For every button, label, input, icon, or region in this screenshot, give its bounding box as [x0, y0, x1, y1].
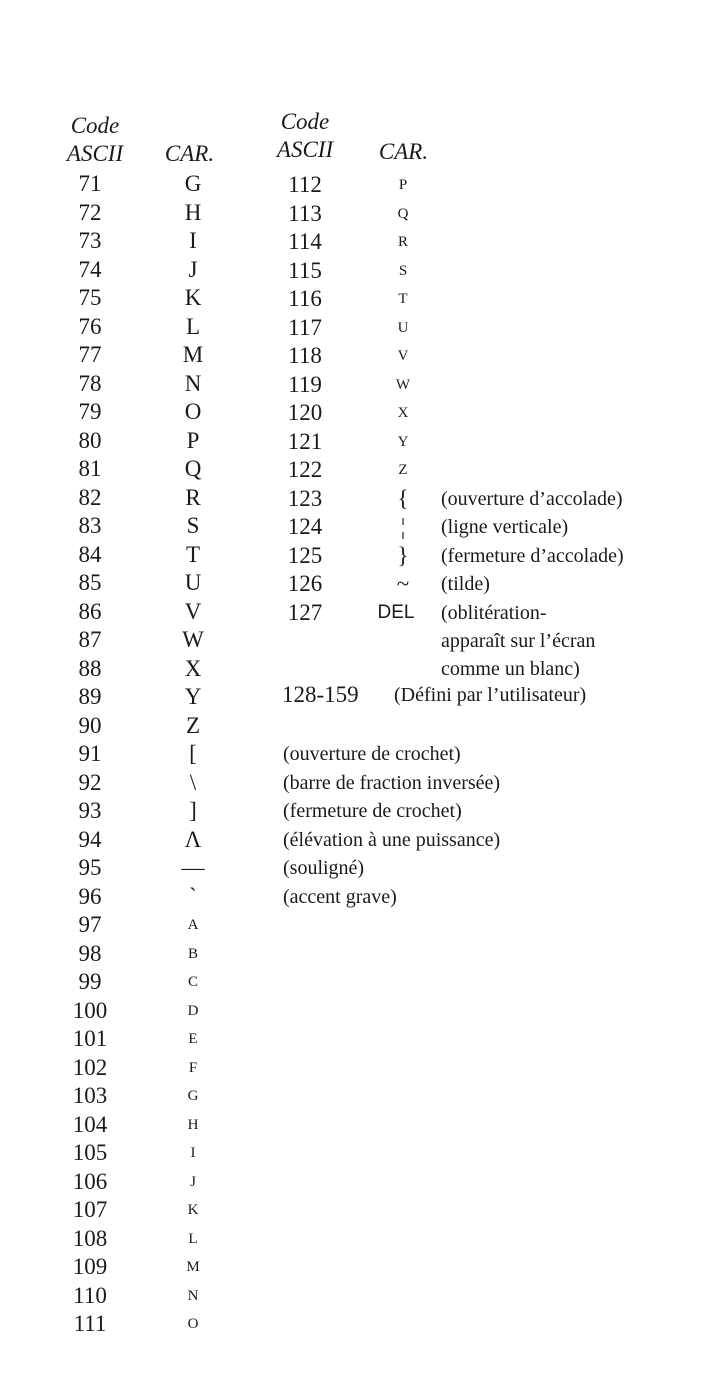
code-row — [0, 399, 713, 427]
character-value: T — [185, 541, 201, 567]
code-row — [0, 1253, 713, 1281]
code-value: 99 — [78, 969, 102, 994]
code-value: 109 — [72, 1254, 108, 1279]
code-value: 102 — [72, 1054, 108, 1080]
code-value: 88 — [78, 655, 102, 681]
code-row — [0, 570, 713, 598]
character-value: H — [187, 1116, 199, 1133]
code-value: 82 — [78, 484, 102, 510]
character-value: K — [187, 1202, 199, 1218]
character-value: ~ — [396, 571, 410, 596]
code-note: (accent grave) — [283, 885, 397, 908]
code-row — [0, 485, 713, 513]
character-value: U — [184, 570, 202, 595]
code-value: 93 — [78, 798, 102, 823]
character-value: U — [397, 319, 409, 336]
code-value: 83 — [78, 513, 102, 538]
code-row — [0, 740, 713, 768]
header-left-car — [152, 140, 227, 168]
character-value: N — [184, 370, 202, 396]
character-value: — — [181, 855, 205, 880]
code-value: 124 — [287, 514, 323, 539]
code-value: 112 — [288, 172, 322, 197]
character-value: Z — [398, 462, 408, 478]
character-value: M — [186, 1259, 200, 1275]
code-value: 110 — [73, 1282, 107, 1308]
character-value: A — [187, 917, 199, 933]
code-value: 120 — [287, 400, 323, 425]
character-value: \ — [189, 769, 197, 795]
character-value: Q — [184, 456, 202, 481]
code-value: 126 — [287, 571, 323, 596]
character-value: ¦ — [400, 514, 406, 539]
code-value: 100 — [72, 997, 108, 1023]
code-value: 128-159 — [282, 682, 359, 707]
code-value: 79 — [78, 399, 102, 424]
code-value: 97 — [78, 912, 102, 937]
character-value: I — [190, 1145, 196, 1161]
code-value: 122 — [287, 457, 323, 482]
code-row — [0, 712, 713, 740]
code-value: 118 — [288, 343, 322, 368]
code-row — [0, 769, 713, 797]
code-row — [0, 314, 713, 342]
character-value: P — [398, 177, 408, 193]
character-value: ] — [189, 798, 197, 823]
code-row — [0, 797, 713, 825]
code-note: apparaît sur l’écran — [441, 629, 596, 652]
character-value: P — [186, 427, 200, 453]
code-note: (Défini par l’utilisateur) — [394, 684, 587, 706]
code-value: 115 — [288, 257, 322, 283]
character-value: W — [182, 627, 204, 652]
code-value: 123 — [287, 485, 323, 511]
code-row — [0, 1139, 713, 1167]
code-row — [0, 1282, 713, 1310]
code-row — [0, 200, 713, 228]
code-row — [0, 1111, 713, 1139]
character-value: D — [187, 1002, 199, 1019]
character-value: E — [188, 1031, 198, 1047]
code-value: 111 — [73, 1311, 107, 1336]
header-ascii-label: ASCII — [66, 141, 124, 166]
character-value: F — [188, 1059, 198, 1076]
character-value: T — [398, 291, 408, 307]
code-note: (fermeture de crochet) — [283, 800, 462, 822]
character-value: H — [184, 199, 202, 225]
character-value: } — [397, 542, 409, 568]
code-value: 98 — [78, 940, 102, 966]
character-value: L — [185, 313, 201, 339]
code-value: 74 — [78, 256, 102, 282]
header-right-car — [366, 138, 441, 166]
code-value: 121 — [287, 428, 323, 454]
character-value: O — [184, 399, 202, 424]
code-value: 127 — [287, 599, 323, 625]
code-value: 80 — [78, 427, 102, 453]
code-value: 81 — [78, 456, 102, 481]
header-left-code — [55, 112, 135, 168]
code-value: 77 — [78, 342, 102, 367]
code-row — [0, 911, 713, 939]
code-note: (élévation à une puissance) — [283, 828, 501, 851]
code-note: (barre de fraction inversée) — [283, 771, 501, 794]
character-value: ` — [189, 883, 197, 909]
character-value: B — [187, 945, 198, 962]
code-row — [0, 655, 713, 683]
code-value: 71 — [78, 171, 102, 196]
code-value: 92 — [78, 769, 102, 795]
code-value: 104 — [72, 1111, 108, 1137]
character-value: J — [190, 1173, 196, 1190]
code-value: 86 — [78, 598, 102, 624]
code-note: (ligne verticale) — [441, 516, 569, 538]
character-value: L — [188, 1230, 198, 1247]
code-row — [0, 1054, 713, 1082]
code-value: 101 — [72, 1026, 108, 1051]
character-value: G — [187, 1088, 199, 1104]
code-note: (tilde) — [441, 573, 490, 595]
header-right-code — [265, 108, 345, 164]
code-row — [0, 1196, 713, 1224]
code-value: 76 — [78, 313, 102, 339]
code-row — [0, 626, 713, 654]
code-row — [0, 542, 713, 570]
code-row — [0, 456, 713, 484]
code-note: (ouverture de crochet) — [283, 743, 461, 765]
code-row — [0, 1025, 713, 1053]
code-row — [0, 513, 713, 541]
character-value: Z — [185, 712, 201, 738]
code-value: 114 — [288, 229, 322, 254]
character-value: Y — [184, 684, 202, 709]
character-value: J — [188, 256, 198, 282]
code-value: 117 — [288, 314, 322, 340]
code-value: 75 — [78, 285, 102, 310]
code-row — [0, 997, 713, 1025]
code-row — [0, 854, 713, 882]
code-value: 72 — [78, 199, 102, 225]
code-value: 103 — [72, 1083, 108, 1108]
code-value: 106 — [72, 1168, 108, 1194]
code-note: (fermeture d’accolade) — [441, 544, 624, 567]
character-value: C — [187, 974, 198, 990]
code-value: 125 — [287, 542, 323, 568]
character-value: V — [184, 598, 202, 624]
code-value: 116 — [288, 286, 322, 311]
code-value: 119 — [288, 371, 322, 397]
code-row — [0, 826, 713, 854]
code-note: (ouverture d’accolade) — [441, 487, 623, 510]
character-value: Y — [397, 433, 409, 450]
code-value: 89 — [78, 684, 102, 709]
code-row — [0, 1082, 713, 1110]
character-value: K — [184, 285, 202, 310]
code-value: 94 — [78, 826, 102, 852]
code-row — [0, 1310, 713, 1338]
character-value: { — [397, 485, 409, 511]
character-value: S — [186, 513, 200, 538]
code-row — [0, 285, 713, 313]
character-value: O — [187, 1316, 199, 1332]
character-value: R — [397, 234, 408, 250]
code-value: 96 — [78, 883, 102, 909]
header-ascii-label: ASCII — [276, 137, 334, 162]
code-row — [0, 171, 713, 199]
code-value: 90 — [78, 712, 102, 738]
character-value: [ — [189, 741, 197, 766]
code-value: 78 — [78, 370, 102, 396]
code-row — [0, 428, 713, 456]
code-row — [0, 228, 713, 256]
code-row — [0, 342, 713, 370]
header-code-label: Code — [280, 109, 330, 134]
code-value: 73 — [78, 228, 102, 253]
code-value: 113 — [288, 200, 322, 226]
header-code-label: Code — [70, 113, 120, 138]
code-note: (souligné) — [283, 857, 365, 879]
character-value: R — [185, 484, 201, 510]
code-row — [0, 371, 713, 399]
code-note: comme un blanc) — [441, 657, 580, 680]
character-value: S — [398, 262, 408, 279]
character-value: V — [397, 348, 409, 364]
character-value: G — [184, 171, 202, 196]
code-row — [0, 1168, 713, 1196]
code-value: 91 — [78, 741, 102, 766]
code-value: 87 — [78, 627, 102, 652]
code-value: 105 — [72, 1140, 108, 1165]
character-value: X — [397, 405, 409, 421]
character-value: Λ — [184, 826, 202, 852]
code-row — [0, 1225, 713, 1253]
character-value: I — [189, 228, 197, 253]
character-value: DEL — [377, 601, 415, 623]
code-row — [0, 257, 713, 285]
code-value: 95 — [78, 855, 102, 880]
character-value: W — [395, 376, 411, 393]
code-note: (oblitération- — [441, 601, 547, 624]
character-value: N — [187, 1287, 199, 1304]
code-value: 107 — [72, 1197, 108, 1222]
code-row — [0, 940, 713, 968]
character-value: X — [184, 655, 202, 681]
code-row — [0, 883, 713, 911]
character-value: M — [182, 342, 204, 367]
character-value: Q — [397, 205, 409, 222]
code-row — [0, 968, 713, 996]
header-car-label: CAR. — [378, 139, 429, 164]
code-value: 108 — [72, 1225, 108, 1251]
header-car-label: CAR. — [164, 141, 215, 166]
code-value: 84 — [78, 541, 102, 567]
range-row — [0, 681, 713, 709]
code-value: 85 — [78, 570, 102, 595]
